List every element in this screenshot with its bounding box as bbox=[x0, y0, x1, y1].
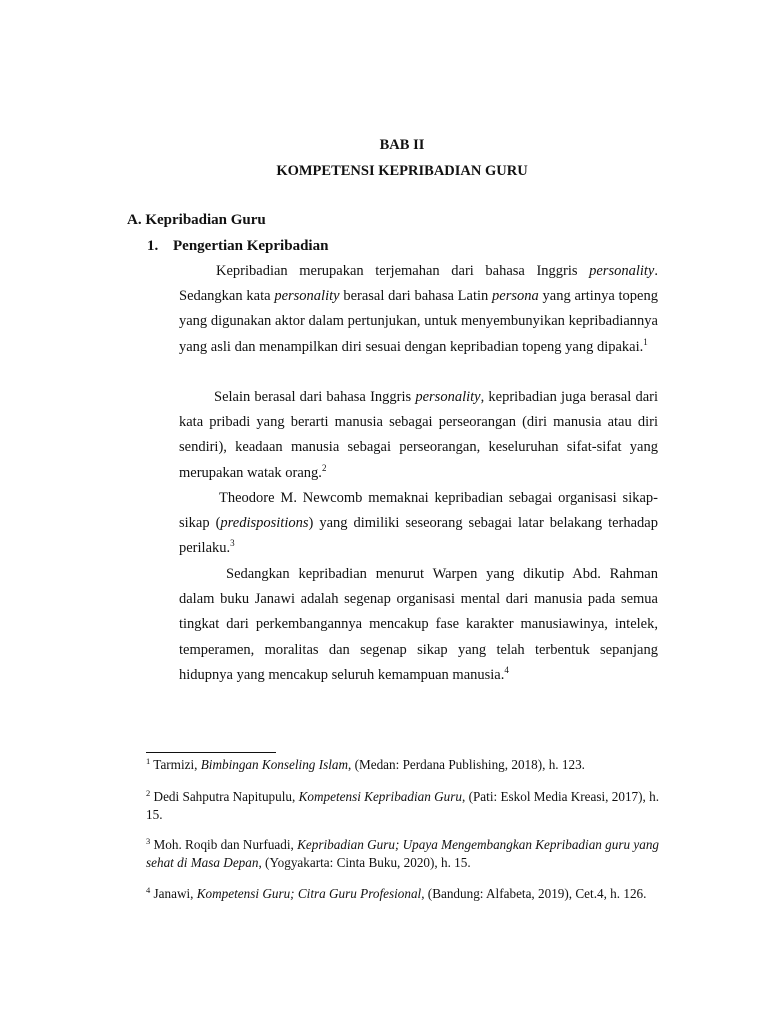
text-run: , (Medan: Perdana Publishing, 2018), h. 123. bbox=[348, 757, 585, 772]
text-run: Janawi, bbox=[150, 886, 197, 901]
italic-term: Kompetensi Guru; Citra Guru Profesional bbox=[196, 886, 422, 901]
footnote-separator bbox=[146, 752, 276, 753]
section-heading: A. Kepribadian Guru bbox=[127, 212, 266, 228]
italic-term: personality bbox=[589, 263, 655, 279]
italic-term: Kepribadian Guru; Upaya Mengembangkan Kepribadian guru yang sehat di Masa Depan bbox=[146, 837, 660, 870]
footnote-reference: 1 bbox=[643, 336, 648, 347]
paragraph-text bbox=[179, 486, 658, 562]
text-run: Dedi Sahputra Napitupulu, bbox=[150, 789, 299, 804]
footnote-number: 3 bbox=[146, 836, 151, 846]
italic-term: Kompetensi Kepribadian Guru bbox=[298, 789, 462, 804]
italic-term: predispositions bbox=[220, 515, 309, 532]
italic-term: personality bbox=[415, 389, 481, 405]
text-run: , (Yogyakarta: Cinta Buku, 2020), h. 15. bbox=[258, 855, 471, 870]
paragraph-text bbox=[179, 259, 658, 360]
text-run: Sedangkan kepribadian menurut Warpen yang dikutip Abd. Rahman dalam buku Janawi adalah segenap organisasi mental dari manusia pada semua tingkat dari perkembangannya mencakup fase karakter manusiawinya, intelek, temperamen, moralitas dan segenap sikap yang telah terbentuk sepanjang hidupnya yang mencakup seluruh kemampuan manusia. bbox=[179, 566, 658, 683]
footnote-number: 1 bbox=[146, 756, 151, 766]
paragraph-text bbox=[179, 385, 658, 486]
text-run: ) yang dimiliki seseorang sebagai latar belakang terhadap perilaku. bbox=[179, 515, 658, 557]
text-run: . Sedangkan kata bbox=[179, 263, 658, 305]
footnote-reference: 3 bbox=[230, 538, 235, 549]
italic-term: personality bbox=[274, 288, 340, 305]
footnote-number: 2 bbox=[146, 788, 151, 798]
footnote bbox=[146, 885, 662, 903]
chapter-number: BAB II bbox=[379, 137, 425, 153]
text-run: , (Bandung: Alfabeta, 2019), Cet.4, h. 126. bbox=[421, 886, 647, 901]
footnote-number: 4 bbox=[146, 885, 151, 895]
subsection-number: 1. bbox=[147, 238, 159, 254]
footnote bbox=[146, 836, 662, 872]
text-run: berasal dari bahasa Latin bbox=[339, 288, 493, 305]
subsection-title: Pengertian Kepribadian bbox=[173, 238, 329, 254]
footnote-reference: 4 bbox=[504, 664, 509, 675]
italic-term: persona bbox=[492, 288, 539, 305]
body-paragraph bbox=[179, 486, 658, 562]
text-run: Selain berasal dari bahasa Inggris bbox=[214, 389, 416, 405]
subsection-heading bbox=[147, 238, 328, 255]
text-run: yang artinya topeng yang digunakan aktor dalam pertunjukan, untuk menyembunyikan kepribadiannya yang asli dan menampilkan diri sesuai dengan kepribadian topeng yang dipakai. bbox=[179, 288, 658, 355]
text-run: Tarmizi, bbox=[150, 757, 201, 772]
chapter-title: KOMPETENSI KEPRIBADIAN GURU bbox=[276, 163, 528, 179]
text-run: , kepribadian juga berasal dari kata pribadi yang berarti manusia sebagai perseorangan (diri manusia atau diri sendiri), keadaan manusia sebagai perseorangan, keseluruhan sifat-sifat yang merupakan watak orang. bbox=[179, 389, 658, 481]
text-run: Kepribadian merupakan terjemahan dari bahasa Inggris bbox=[216, 263, 590, 279]
body-paragraph bbox=[179, 259, 658, 360]
text-run: Theodore M. Newcomb memaknai kepribadian sebagai organisasi sikap-sikap ( bbox=[179, 490, 658, 532]
footnote bbox=[146, 756, 662, 774]
text-run: , (Pati: Eskol Media Kreasi, 2017), h. 15. bbox=[146, 789, 660, 822]
body-paragraph bbox=[179, 562, 658, 688]
footnote bbox=[146, 788, 662, 824]
paragraph-text bbox=[179, 562, 658, 688]
italic-term: Bimbingan Konseling Islam bbox=[200, 757, 348, 772]
footnote-reference: 2 bbox=[321, 462, 327, 473]
body-paragraph bbox=[179, 385, 658, 486]
text-run: Moh. Roqib dan Nurfuadi, bbox=[150, 837, 298, 852]
